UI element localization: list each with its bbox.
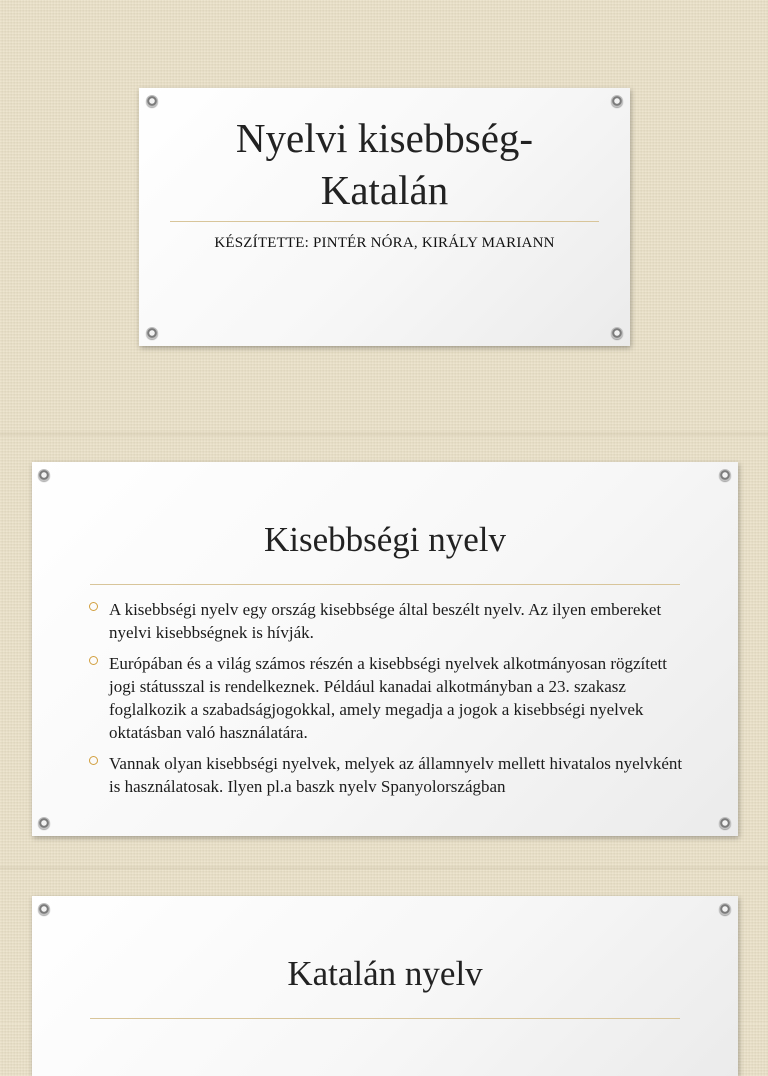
rivet-icon	[719, 903, 731, 915]
rivet-icon	[719, 817, 731, 829]
divider	[170, 221, 599, 222]
rivet-icon	[38, 817, 50, 829]
slide-subtitle: KÉSZÍTETTE: PINTÉR NÓRA, KIRÁLY MARIANN	[214, 235, 555, 251]
content-slide[interactable]	[32, 462, 738, 836]
circle-bullet-icon	[89, 602, 98, 611]
divider	[90, 1018, 680, 1019]
content-slide[interactable]	[32, 896, 738, 1076]
circle-bullet-icon	[89, 756, 98, 765]
rivet-icon	[611, 95, 623, 107]
slide-title	[139, 112, 630, 216]
slide-title: Katalán nyelv	[287, 954, 483, 993]
divider	[90, 584, 680, 585]
rivet-icon	[146, 327, 158, 339]
list-item: A kisebbségi nyelv egy ország kisebbsége által beszélt nyelv. Az ilyen embereket nyelvi kisebbségnek is hívják.	[92, 598, 692, 644]
circle-bullet-icon	[89, 656, 98, 665]
list-item: Vannak olyan kisebbségi nyelvek, melyek az államnyelv mellett hivatalos nyelvként is használatosak. Ilyen pl.a baszk nyelv Spanyolországban	[92, 752, 692, 798]
list-item: Európában és a világ számos részén a kisebbségi nyelvek alkotmányosan rögzített jogi státusszal is rendelkeznek. Például kanadai alkotmányban a 23. szakasz foglalkozik a szabadságjogokkal, amely megadja a jogok a kisebbségi nyelvek oktatásban való használatára.	[92, 652, 692, 744]
rivet-icon	[611, 327, 623, 339]
rivet-icon	[719, 469, 731, 481]
rivet-icon	[38, 903, 50, 915]
bullet-list	[92, 598, 692, 806]
rivet-icon	[146, 95, 158, 107]
title-slide[interactable]	[139, 88, 630, 346]
rivet-icon	[38, 469, 50, 481]
slide-title: Kisebbségi nyelv	[263, 520, 507, 559]
title-line: Nyelvi kisebbség-	[235, 115, 534, 161]
slide-gap	[0, 866, 768, 870]
slide-gap	[0, 432, 768, 436]
title-line: Katalán	[320, 167, 449, 213]
